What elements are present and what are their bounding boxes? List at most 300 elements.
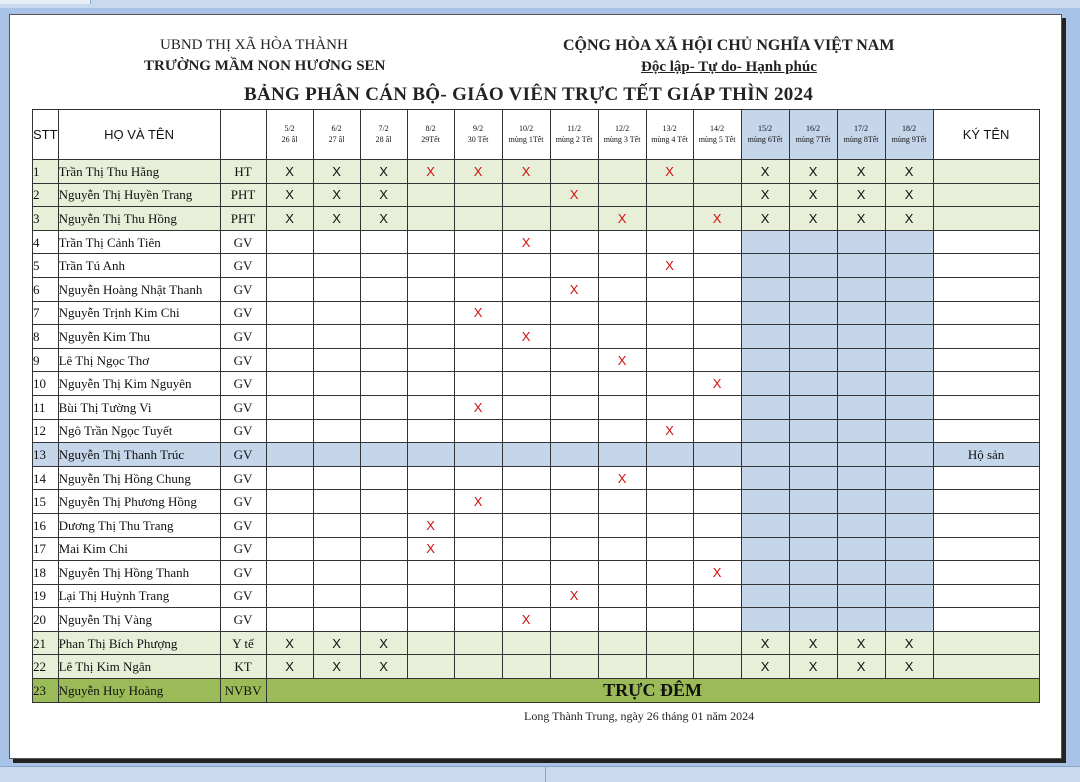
- duty-cell: [360, 584, 407, 608]
- duty-cell: [646, 277, 693, 301]
- duty-cell: X: [550, 584, 598, 608]
- day-date: 6/2: [331, 124, 342, 133]
- duty-cell: [741, 561, 789, 585]
- duty-cell: [454, 254, 502, 278]
- duty-cell: [454, 513, 502, 537]
- duty-cell: [407, 584, 454, 608]
- duty-cell: [266, 537, 313, 561]
- row-name: Nguyễn Thị Hồng Thanh: [58, 561, 220, 585]
- duty-cell: [360, 561, 407, 585]
- duty-cell: [885, 348, 933, 372]
- row-sign: [933, 537, 1039, 561]
- row-stt: 17: [33, 537, 59, 561]
- table-row: [33, 631, 1040, 655]
- duty-cell: X: [885, 183, 933, 207]
- day-date: 13/2: [662, 124, 677, 133]
- day-lunar: mùng 3 Tết: [603, 135, 641, 144]
- row-sign: [933, 490, 1039, 514]
- duty-cell: [407, 443, 454, 467]
- col-day-12: [789, 110, 837, 160]
- duty-cell: [837, 513, 885, 537]
- row-sign: [933, 277, 1039, 301]
- row-name: Mai Kim Chi: [58, 537, 220, 561]
- night-duty-label: TRỰC ĐÊM: [266, 679, 1039, 703]
- table-row: [33, 183, 1040, 207]
- row-stt: 5: [33, 254, 59, 278]
- duty-cell: [598, 561, 646, 585]
- day-lunar: mùng 7Tết: [795, 135, 831, 144]
- duty-cell: [598, 325, 646, 349]
- duty-cell: [360, 395, 407, 419]
- row-name: Nguyễn Kim Thu: [58, 325, 220, 349]
- row-name: Trần Thị Thu Hằng: [58, 160, 220, 184]
- duty-cell: [360, 537, 407, 561]
- duty-cell: [789, 466, 837, 490]
- duty-cell: [885, 608, 933, 632]
- duty-cell: [360, 513, 407, 537]
- duty-cell: X: [693, 207, 741, 231]
- row-role: GV: [220, 395, 266, 419]
- row-name: Lê Thị Ngọc Thơ: [58, 348, 220, 372]
- duty-cell: [407, 466, 454, 490]
- duty-cell: X: [454, 160, 502, 184]
- duty-cell: [885, 395, 933, 419]
- day-lunar: mùng 1Tết: [508, 135, 544, 144]
- duty-cell: [741, 490, 789, 514]
- table-row: [33, 584, 1040, 608]
- duty-cell: [550, 631, 598, 655]
- duty-cell: X: [313, 207, 360, 231]
- duty-cell: [407, 348, 454, 372]
- duty-cell: [693, 160, 741, 184]
- row-stt: 14: [33, 466, 59, 490]
- row-role: GV: [220, 348, 266, 372]
- duty-cell: X: [693, 372, 741, 396]
- duty-cell: [741, 277, 789, 301]
- duty-cell: [789, 230, 837, 254]
- duty-cell: [741, 513, 789, 537]
- duty-cell: [693, 608, 741, 632]
- col-day-9: [646, 110, 693, 160]
- row-stt: 13: [33, 443, 59, 467]
- row-name: Nguyễn Thị Huyền Trang: [58, 183, 220, 207]
- duty-cell: [502, 443, 550, 467]
- row-role: GV: [220, 443, 266, 467]
- duty-cell: [502, 372, 550, 396]
- day-lunar: mùng 8Tết: [843, 135, 879, 144]
- duty-cell: X: [502, 230, 550, 254]
- duty-cell: [454, 561, 502, 585]
- col-day-13: [837, 110, 885, 160]
- day-date: 16/2: [805, 124, 821, 133]
- row-role: GV: [220, 325, 266, 349]
- duty-cell: [502, 419, 550, 443]
- duty-cell: [550, 207, 598, 231]
- row-sign: [933, 584, 1039, 608]
- duty-cell: X: [360, 631, 407, 655]
- duty-cell: [837, 561, 885, 585]
- row-role: GV: [220, 277, 266, 301]
- duty-roster-table: [32, 109, 1040, 703]
- duty-cell: [550, 419, 598, 443]
- day-date: 9/2: [472, 124, 484, 133]
- table-row: [33, 230, 1040, 254]
- duty-cell: X: [837, 207, 885, 231]
- duty-cell: X: [837, 655, 885, 679]
- duty-cell: [313, 395, 360, 419]
- duty-cell: [693, 230, 741, 254]
- duty-cell: [741, 301, 789, 325]
- row-stt: 7: [33, 301, 59, 325]
- row-stt: 2: [33, 183, 59, 207]
- day-lunar: mùng 9Tết: [891, 135, 927, 144]
- duty-cell: [837, 419, 885, 443]
- header-row: [33, 110, 1040, 160]
- duty-cell: [837, 277, 885, 301]
- day-date: 15/2: [757, 124, 773, 133]
- duty-cell: [266, 372, 313, 396]
- duty-cell: X: [693, 561, 741, 585]
- row-name: Nguyễn Trịnh Kim Chi: [58, 301, 220, 325]
- duty-cell: [885, 490, 933, 514]
- duty-cell: [360, 419, 407, 443]
- col-role: [220, 110, 266, 160]
- duty-cell: [360, 348, 407, 372]
- duty-cell: [885, 301, 933, 325]
- duty-cell: [646, 230, 693, 254]
- duty-cell: [885, 325, 933, 349]
- duty-cell: [693, 513, 741, 537]
- row-role: GV: [220, 254, 266, 278]
- duty-cell: [407, 301, 454, 325]
- row-name: Nguyễn Thị Kim Nguyên: [58, 372, 220, 396]
- duty-cell: [360, 466, 407, 490]
- row-role: GV: [220, 301, 266, 325]
- duty-cell: X: [313, 655, 360, 679]
- duty-cell: [598, 631, 646, 655]
- row-sign: [933, 608, 1039, 632]
- duty-cell: [550, 301, 598, 325]
- org-name: UBND THỊ XÃ HÒA THÀNH: [160, 37, 348, 53]
- duty-cell: [313, 443, 360, 467]
- duty-cell: [454, 419, 502, 443]
- duty-cell: [454, 584, 502, 608]
- duty-cell: X: [789, 160, 837, 184]
- duty-cell: [360, 372, 407, 396]
- duty-cell: X: [550, 277, 598, 301]
- duty-cell: [646, 608, 693, 632]
- col-day-8: [598, 110, 646, 160]
- duty-cell: [789, 513, 837, 537]
- day-lunar: mùng 4 Tết: [651, 135, 688, 144]
- duty-cell: X: [502, 160, 550, 184]
- duty-cell: [885, 537, 933, 561]
- row-sign: [933, 183, 1039, 207]
- duty-cell: [502, 466, 550, 490]
- row-sign: [933, 419, 1039, 443]
- duty-cell: [837, 348, 885, 372]
- row-stt: 22: [33, 655, 59, 679]
- row-name: Nguyễn Hoàng Nhật Thanh: [58, 277, 220, 301]
- row-name: Trần Tú Anh: [58, 254, 220, 278]
- duty-cell: X: [789, 655, 837, 679]
- duty-cell: [360, 254, 407, 278]
- window-top-strip: [0, 0, 1080, 8]
- duty-cell: [454, 325, 502, 349]
- sheet-tab[interactable]: [0, 0, 91, 4]
- duty-cell: X: [266, 207, 313, 231]
- duty-cell: X: [885, 631, 933, 655]
- day-date: 17/2: [853, 124, 869, 133]
- duty-cell: [741, 419, 789, 443]
- duty-cell: [693, 183, 741, 207]
- duty-cell: [598, 490, 646, 514]
- row-stt: 9: [33, 348, 59, 372]
- duty-cell: [313, 301, 360, 325]
- duty-cell: [313, 561, 360, 585]
- duty-cell: [266, 490, 313, 514]
- duty-cell: X: [885, 160, 933, 184]
- duty-cell: [454, 230, 502, 254]
- day-lunar: 30 Tết: [467, 135, 489, 144]
- duty-cell: [693, 655, 741, 679]
- day-date: 5/2: [284, 124, 295, 133]
- row-name: Trần Thị Cảnh Tiên: [58, 230, 220, 254]
- document-title: BẢNG PHÂN CÁN BỘ- GIÁO VIÊN TRỰC TẾT GIÁP THÌN 2024: [244, 84, 814, 105]
- duty-cell: [646, 490, 693, 514]
- row-stt: 19: [33, 584, 59, 608]
- day-date: 12/2: [614, 124, 630, 133]
- col-sign: KÝ TÊN: [933, 110, 1039, 160]
- duty-cell: X: [266, 183, 313, 207]
- duty-cell: [598, 160, 646, 184]
- row-name: Dương Thị Thu Trang: [58, 513, 220, 537]
- row-sign: [933, 395, 1039, 419]
- duty-cell: [360, 277, 407, 301]
- duty-cell: [885, 443, 933, 467]
- duty-cell: [646, 513, 693, 537]
- row-name: Phan Thị Bích Phượng: [58, 631, 220, 655]
- row-role: HT: [220, 160, 266, 184]
- duty-cell: X: [550, 183, 598, 207]
- duty-cell: [789, 325, 837, 349]
- row-role: Y tế: [220, 631, 266, 655]
- duty-cell: [693, 419, 741, 443]
- duty-cell: [646, 395, 693, 419]
- duty-cell: [407, 325, 454, 349]
- duty-cell: [360, 325, 407, 349]
- duty-cell: [837, 230, 885, 254]
- duty-cell: [646, 631, 693, 655]
- row-stt: 23: [33, 679, 59, 703]
- day-date: 10/2: [518, 124, 534, 133]
- duty-cell: [313, 372, 360, 396]
- duty-cell: [789, 301, 837, 325]
- duty-cell: X: [360, 160, 407, 184]
- duty-cell: X: [741, 207, 789, 231]
- day-date: 7/2: [378, 124, 389, 133]
- duty-cell: [266, 230, 313, 254]
- row-stt: 16: [33, 513, 59, 537]
- duty-cell: [360, 490, 407, 514]
- col-stt: STT: [33, 110, 59, 160]
- row-sign: Hộ sản: [933, 443, 1039, 467]
- row-role: GV: [220, 372, 266, 396]
- duty-cell: [741, 608, 789, 632]
- duty-cell: [789, 561, 837, 585]
- row-sign: [933, 372, 1039, 396]
- duty-cell: [598, 301, 646, 325]
- duty-cell: [789, 443, 837, 467]
- row-stt: 6: [33, 277, 59, 301]
- row-role: GV: [220, 561, 266, 585]
- duty-cell: [741, 537, 789, 561]
- duty-cell: [837, 466, 885, 490]
- duty-cell: [454, 277, 502, 301]
- duty-cell: X: [598, 466, 646, 490]
- table-row: [33, 277, 1040, 301]
- row-role: PHT: [220, 183, 266, 207]
- col-day-7: [550, 110, 598, 160]
- duty-cell: [550, 490, 598, 514]
- duty-cell: [693, 443, 741, 467]
- duty-cell: [313, 348, 360, 372]
- row-name: Lê Thị Kim Ngân: [58, 655, 220, 679]
- duty-cell: [646, 537, 693, 561]
- duty-cell: [454, 608, 502, 632]
- duty-cell: [502, 395, 550, 419]
- table-row: [33, 608, 1040, 632]
- duty-cell: [454, 207, 502, 231]
- motto: Độc lập- Tự do- Hạnh phúc: [641, 59, 817, 75]
- row-name: Nguyễn Huy Hoàng: [58, 679, 220, 703]
- duty-cell: [550, 230, 598, 254]
- duty-cell: [407, 277, 454, 301]
- row-name: Nguyễn Thị Vàng: [58, 608, 220, 632]
- table-row: [33, 372, 1040, 396]
- duty-cell: [313, 419, 360, 443]
- duty-cell: [360, 301, 407, 325]
- duty-cell: [502, 584, 550, 608]
- table-row: [33, 325, 1040, 349]
- duty-cell: [789, 348, 837, 372]
- duty-cell: [741, 584, 789, 608]
- row-role: PHT: [220, 207, 266, 231]
- duty-cell: X: [741, 183, 789, 207]
- duty-cell: [693, 537, 741, 561]
- row-stt: 18: [33, 561, 59, 585]
- duty-cell: [837, 301, 885, 325]
- duty-cell: X: [885, 655, 933, 679]
- duty-cell: [454, 372, 502, 396]
- duty-cell: [693, 277, 741, 301]
- duty-cell: [885, 584, 933, 608]
- duty-cell: [266, 584, 313, 608]
- row-stt: 1: [33, 160, 59, 184]
- table-row: [33, 419, 1040, 443]
- row-sign: [933, 655, 1039, 679]
- row-stt: 15: [33, 490, 59, 514]
- duty-cell: X: [646, 160, 693, 184]
- duty-cell: X: [646, 419, 693, 443]
- duty-cell: X: [313, 631, 360, 655]
- row-role: GV: [220, 230, 266, 254]
- duty-cell: [266, 608, 313, 632]
- duty-cell: [837, 537, 885, 561]
- duty-cell: X: [266, 631, 313, 655]
- duty-cell: X: [837, 631, 885, 655]
- table-row: [33, 561, 1040, 585]
- duty-cell: X: [266, 655, 313, 679]
- duty-cell: [313, 490, 360, 514]
- duty-cell: X: [741, 160, 789, 184]
- duty-cell: [646, 443, 693, 467]
- col-name: HỌ VÀ TÊN: [58, 110, 220, 160]
- duty-cell: [266, 325, 313, 349]
- duty-cell: [598, 608, 646, 632]
- duty-cell: X: [789, 183, 837, 207]
- duty-cell: X: [837, 183, 885, 207]
- duty-cell: [885, 372, 933, 396]
- duty-cell: [502, 561, 550, 585]
- duty-cell: X: [407, 513, 454, 537]
- duty-cell: [313, 608, 360, 632]
- row-stt: 4: [33, 230, 59, 254]
- row-stt: 8: [33, 325, 59, 349]
- day-lunar: 29Tết: [421, 135, 440, 144]
- duty-cell: X: [454, 301, 502, 325]
- night-duty-row: [33, 679, 1040, 703]
- row-name: Bùi Thị Tường Vi: [58, 395, 220, 419]
- row-stt: 3: [33, 207, 59, 231]
- duty-cell: [837, 325, 885, 349]
- duty-cell: [693, 631, 741, 655]
- duty-cell: [837, 254, 885, 278]
- duty-cell: [789, 395, 837, 419]
- table-row: [33, 655, 1040, 679]
- col-day-3: [360, 110, 407, 160]
- duty-cell: [407, 207, 454, 231]
- duty-cell: [741, 254, 789, 278]
- duty-cell: [837, 608, 885, 632]
- duty-cell: [885, 277, 933, 301]
- table-row: [33, 348, 1040, 372]
- row-role: KT: [220, 655, 266, 679]
- duty-cell: [598, 584, 646, 608]
- duty-cell: [598, 230, 646, 254]
- duty-cell: [407, 230, 454, 254]
- duty-cell: [885, 230, 933, 254]
- day-lunar: 26 âl: [281, 135, 298, 144]
- duty-cell: [407, 631, 454, 655]
- duty-cell: X: [360, 183, 407, 207]
- duty-cell: [646, 301, 693, 325]
- day-lunar: mùng 2 Tết: [555, 135, 593, 144]
- duty-cell: X: [313, 160, 360, 184]
- window-bottom-strip: [0, 766, 1080, 782]
- row-role: GV: [220, 466, 266, 490]
- row-sign: [933, 466, 1039, 490]
- duty-cell: [837, 443, 885, 467]
- duty-cell: X: [360, 207, 407, 231]
- duty-cell: [789, 584, 837, 608]
- row-name: Nguyễn Thị Thanh Trúc: [58, 443, 220, 467]
- duty-cell: [454, 443, 502, 467]
- duty-cell: [550, 466, 598, 490]
- duty-cell: [313, 254, 360, 278]
- duty-cell: [502, 207, 550, 231]
- duty-cell: X: [454, 490, 502, 514]
